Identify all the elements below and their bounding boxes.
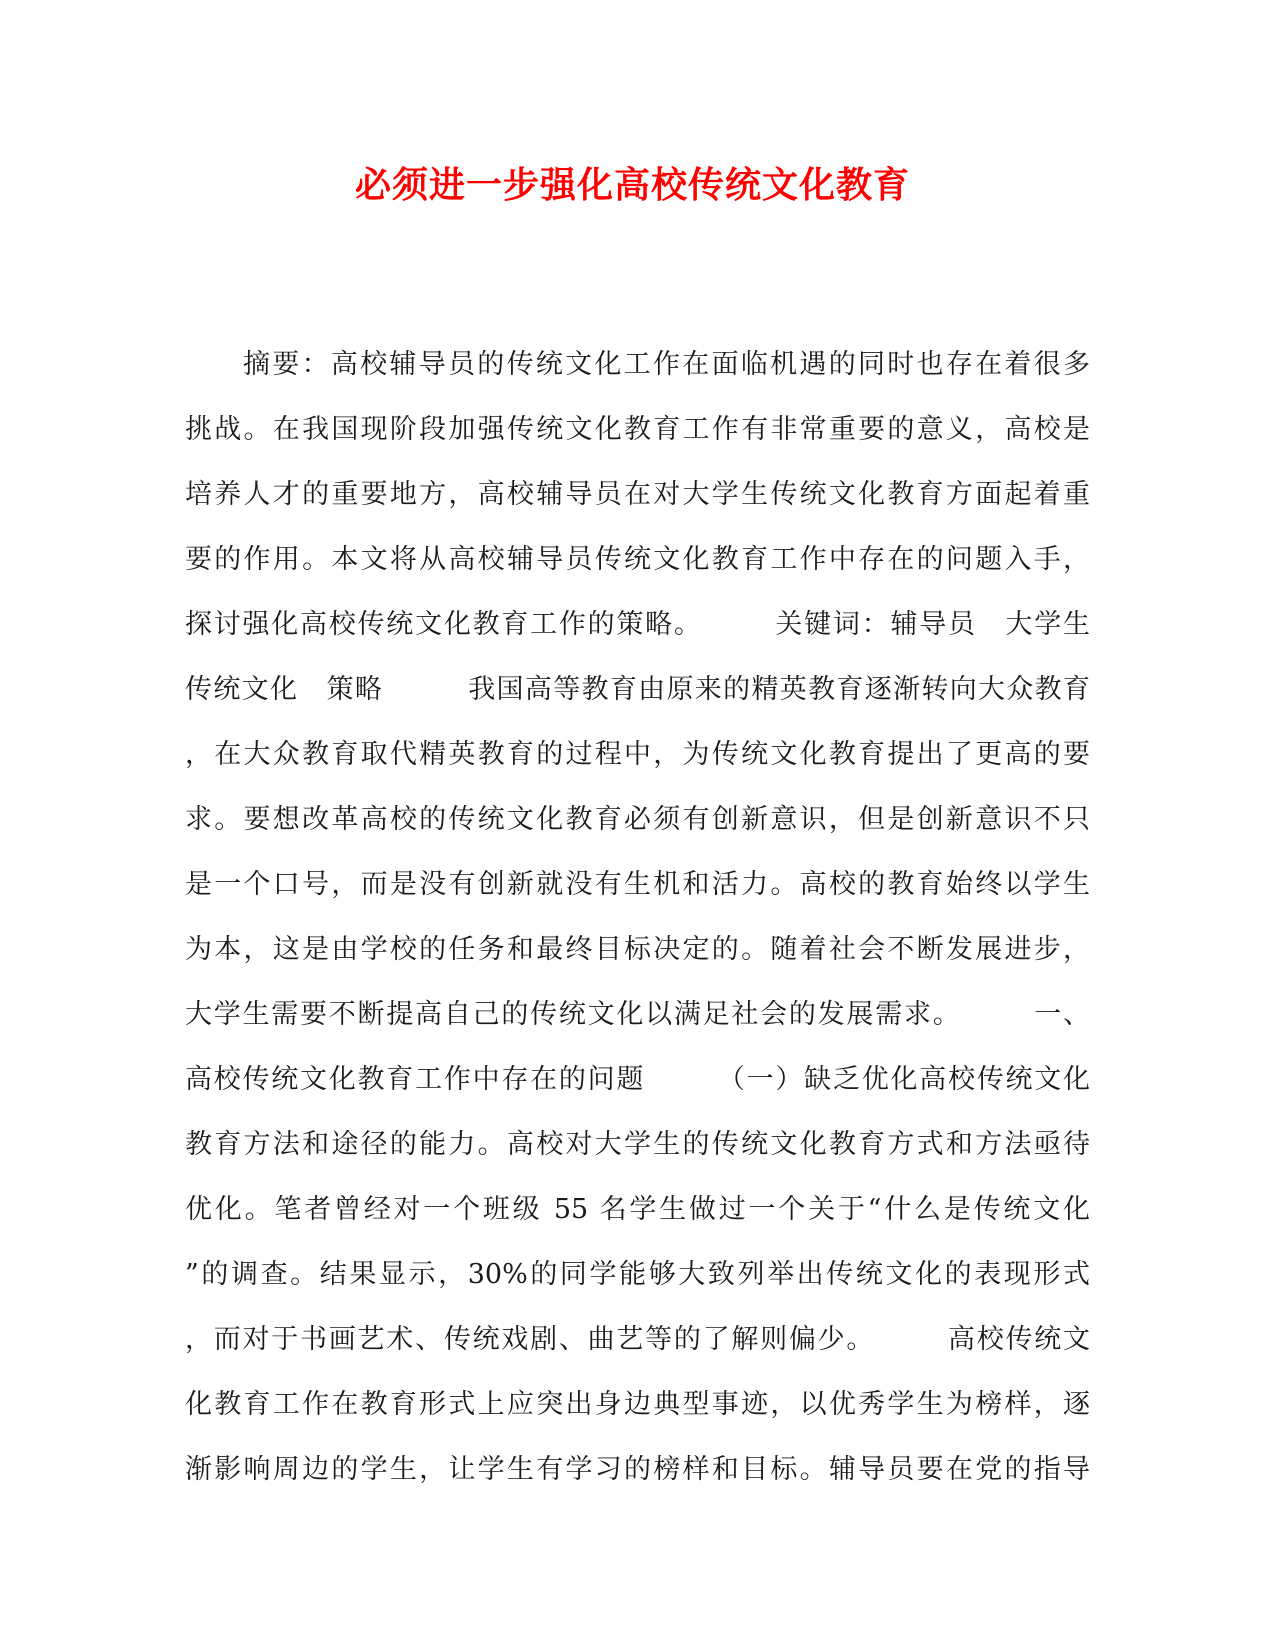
paragraph-line: 探讨强化高校传统文化教育工作的策略。 关键词：辅导员 大学生 (185, 609, 1090, 640)
paragraph-line: 优化。笔者曾经对一个班级 55 名学生做过一个关于“什么是传统文化 (185, 1194, 1090, 1225)
paragraph-line: 传统文化 策略 我国高等教育由原来的精英教育逐渐转向大众教育 (185, 674, 1090, 705)
paragraph-line: 教育方法和途径的能力。高校对大学生的传统文化教育方式和方法亟待 (185, 1129, 1090, 1160)
paragraph-line: 要的作用。本文将从高校辅导员传统文化教育工作中存在的问题入手， (185, 544, 1090, 575)
paragraph-line: ，在大众教育取代精英教育的过程中，为传统文化教育提出了更高的要 (185, 739, 1090, 770)
document-title: 必须进一步强化高校传统文化教育 (354, 164, 910, 206)
paragraph-line: ”的调查。结果显示，30%的同学能够大致列举出传统文化的表现形式 (185, 1259, 1090, 1290)
paragraph-line: 为本，这是由学校的任务和最终目标决定的。随着社会不断发展进步， (185, 934, 1090, 965)
paragraph-line: ，而对于书画艺术、传统戏剧、曲艺等的了解则偏少。 高校传统文 (185, 1324, 1090, 1355)
paragraph-line: 是一个口号，而是没有创新就没有生机和活力。高校的教育始终以学生 (185, 869, 1090, 900)
paragraph-line: 高校传统文化教育工作中存在的问题 （一）缺乏优化高校传统文化 (185, 1064, 1090, 1095)
paragraph-line: 摘要：高校辅导员的传统文化工作在面临机遇的同时也存在着很多 (243, 349, 1090, 380)
paragraph-line: 培养人才的重要地方，高校辅导员在对大学生传统文化教育方面起着重 (185, 479, 1090, 510)
paragraph-line: 大学生需要不断提高自己的传统文化以满足社会的发展需求。 一、 (185, 999, 1090, 1030)
paragraph-line: 求。要想改革高校的传统文化教育必须有创新意识，但是创新意识不只 (185, 804, 1090, 835)
paragraph-line: 化教育工作在教育形式上应突出身边典型事迹，以优秀学生为榜样，逐 (185, 1389, 1090, 1420)
paragraph-line: 渐影响周边的学生，让学生有学习的榜样和目标。辅导员要在党的指导 (185, 1454, 1090, 1485)
document-body (185, 343, 1090, 1513)
paragraph-line: 挑战。在我国现阶段加强传统文化教育工作有非常重要的意义，高校是 (185, 414, 1090, 445)
